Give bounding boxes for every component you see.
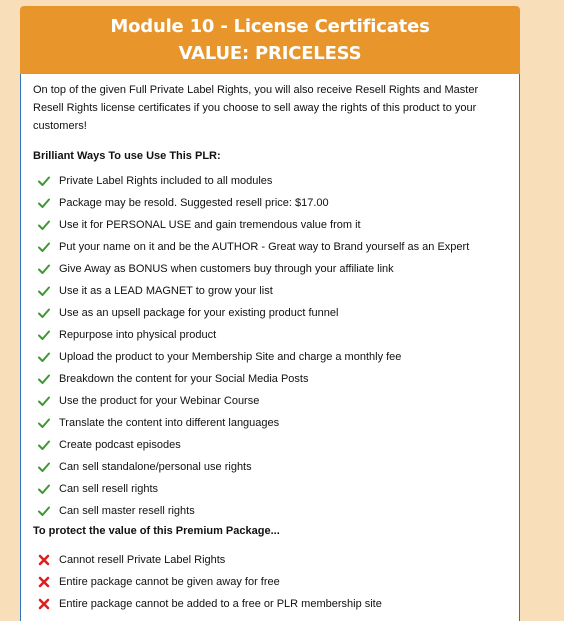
benefit-item	[33, 390, 507, 412]
restriction-item	[33, 571, 507, 593]
check-icon	[37, 394, 51, 408]
benefit-item	[33, 280, 507, 302]
benefit-item	[33, 434, 507, 456]
benefit-text: Use as an upsell package for your existing product funnel	[59, 307, 339, 319]
benefit-item	[33, 324, 507, 346]
check-icon	[37, 460, 51, 474]
check-icon	[37, 504, 51, 518]
restriction-text: Cannot resell Private Label Rights	[59, 554, 226, 566]
benefit-text: Can sell standalone/personal use rights	[59, 461, 252, 473]
cross-icon	[37, 553, 51, 567]
benefit-text: Create podcast episodes	[59, 439, 181, 451]
benefit-text: Use it for PERSONAL USE and gain tremendous value from it	[59, 219, 361, 231]
benefit-item	[33, 214, 507, 236]
benefit-text: Translate the content into different languages	[59, 417, 280, 429]
restrictions-heading: To protect the value of this Premium Package...	[33, 525, 280, 537]
check-icon	[37, 218, 51, 232]
check-icon	[37, 284, 51, 298]
check-icon	[37, 306, 51, 320]
cross-icon	[37, 575, 51, 589]
check-icon	[37, 196, 51, 210]
benefit-text: Use it as a LEAD MAGNET to grow your list	[59, 285, 273, 297]
cross-icon	[37, 597, 51, 611]
restrictions-list	[33, 549, 507, 615]
benefit-item	[33, 192, 507, 214]
restriction-item	[33, 549, 507, 571]
module-value: VALUE: PRICELESS	[178, 43, 362, 64]
check-icon	[37, 482, 51, 496]
benefit-item	[33, 346, 507, 368]
check-icon	[37, 416, 51, 430]
check-icon	[37, 240, 51, 254]
benefit-text: Breakdown the content for your Social Media Posts	[59, 373, 309, 385]
check-icon	[37, 174, 51, 188]
check-icon	[37, 372, 51, 386]
benefit-text: Upload the product to your Membership Site and charge a monthly fee	[59, 351, 402, 363]
benefit-text: Package may be resold. Suggested resell price: $17.00	[59, 197, 329, 209]
check-icon	[37, 328, 51, 342]
benefit-text: Can sell resell rights	[59, 483, 159, 495]
benefit-item	[33, 170, 507, 192]
check-icon	[37, 350, 51, 364]
benefit-text: Put your name on it and be the AUTHOR - Great way to Brand yourself as an Expert	[59, 241, 470, 253]
benefit-item	[33, 456, 507, 478]
benefit-text: Can sell master resell rights	[59, 505, 195, 517]
benefit-text: Private Label Rights included to all modules	[59, 175, 273, 187]
benefit-item	[33, 258, 507, 280]
check-icon	[37, 438, 51, 452]
benefit-text: Repurpose into physical product	[59, 329, 217, 341]
restriction-text: Entire package cannot be given away for free	[59, 576, 280, 588]
benefits-heading: Brilliant Ways To use Use This PLR:	[33, 150, 221, 162]
check-icon	[37, 262, 51, 276]
module-header	[20, 6, 520, 74]
benefit-item	[33, 412, 507, 434]
restriction-text: Entire package cannot be added to a free or PLR membership site	[59, 598, 382, 610]
restriction-item	[33, 593, 507, 615]
benefit-text: Give Away as BONUS when customers buy through your affiliate link	[59, 263, 394, 275]
module-title: Module 10 - License Certificates	[110, 16, 430, 37]
module-panel	[20, 6, 520, 621]
benefit-item	[33, 236, 507, 258]
benefit-item	[33, 500, 507, 522]
benefit-item	[33, 302, 507, 324]
benefit-text: Use the product for your Webinar Course	[59, 395, 260, 407]
module-body	[20, 74, 520, 621]
benefit-item	[33, 478, 507, 500]
intro-text: On top of the given Full Private Label Rights, you will also receive Resell Rights and Master Resell Rights license certificates if you choose to sell away the rights of this product to your customers!	[33, 84, 479, 132]
benefits-list	[33, 170, 507, 522]
benefit-item	[33, 368, 507, 390]
